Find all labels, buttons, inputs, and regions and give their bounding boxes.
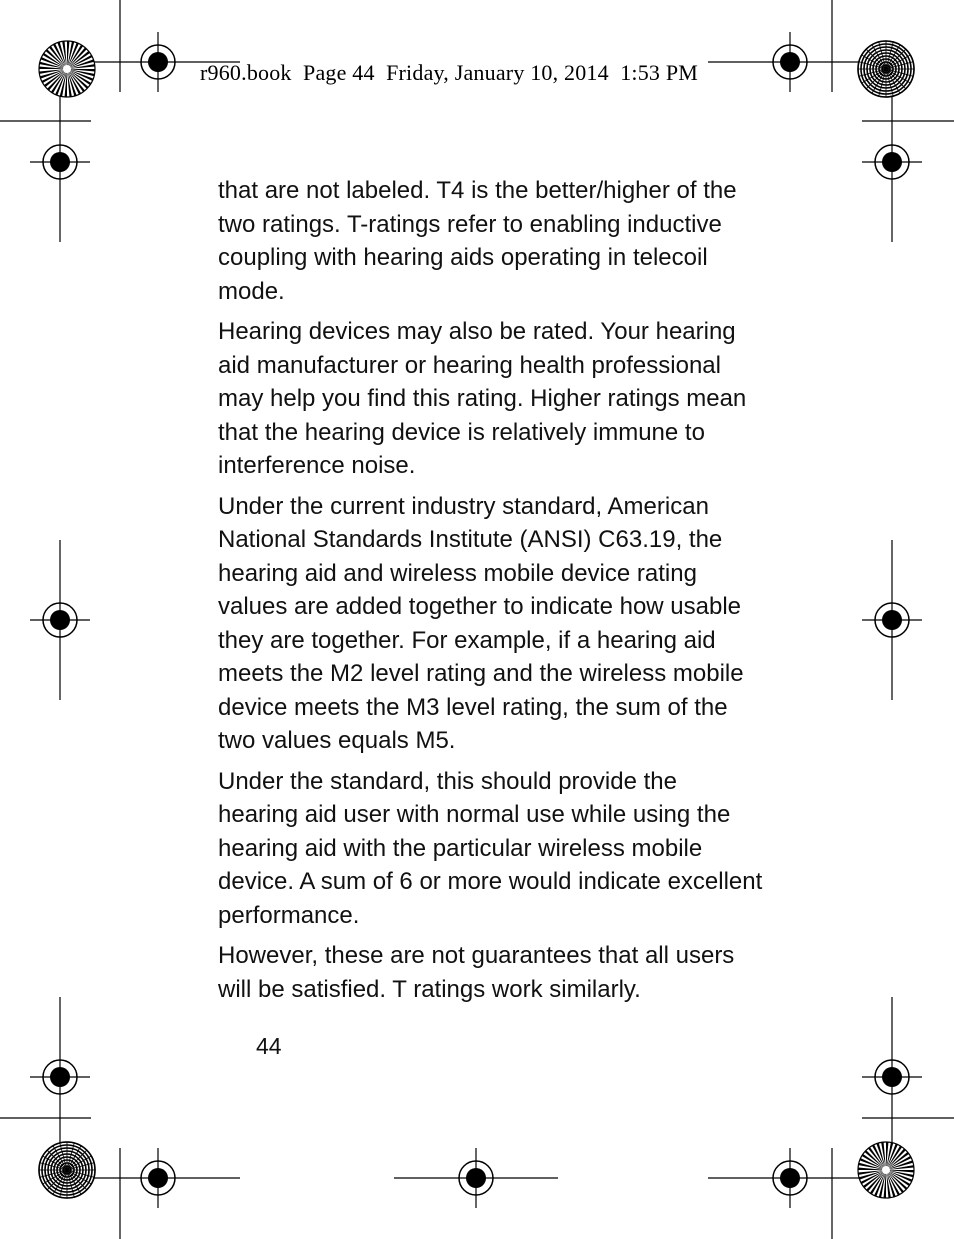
registration-crosshair-icon (708, 32, 872, 92)
page-number: 44 (256, 1033, 282, 1059)
registration-crosshair-icon (862, 82, 922, 242)
paragraph-standard-use: Under the standard, this should provide the hearing aid user with normal use while using the hearing aid with the particular wireless mobile device. A sum of 6 or more would indicate excellent performance. (218, 767, 763, 929)
registration-crosshair-icon (862, 997, 922, 1157)
registration-crosshair-icon (394, 1148, 558, 1208)
paragraph-ansi-standard: Under the current industry standard, American National Standards Institute (ANSI) C63.19, the hearing aid and wireless mobile device rating values are added together to indicate how usable they are together. For example, if a hearing aid meets the M2 level rating and the wireless mobile device meets the M3 level rating, the sum of the two values equals M5. (218, 492, 744, 754)
body-text (218, 174, 763, 1013)
registration-crosshair-icon (30, 997, 90, 1157)
starburst-rosette-icon (858, 1142, 914, 1198)
registration-crosshair-icon (76, 1148, 240, 1208)
paragraph-telecoil: that are not labeled. T4 is the better/higher of the two ratings. T-ratings refer to enabling inductive coupling with hearing aids operating in telecoil mode. (218, 177, 737, 305)
registration-crosshair-icon (708, 1148, 872, 1208)
starburst-rosette-icon (858, 41, 914, 97)
starburst-rosette-icon (39, 41, 95, 97)
book-slug-header: r960.book Page 44 Friday, January 10, 2014 1:53 PM (200, 60, 699, 85)
registration-crosshair-icon (862, 540, 922, 700)
paragraph-guarantees: However, these are not guarantees that all users will be satisfied. T ratings work similarly. (218, 942, 735, 1003)
starburst-rosette-icon (39, 1142, 95, 1198)
registration-crosshair-icon (30, 82, 90, 242)
paragraph-hearing-devices: Hearing devices may also be rated. Your hearing aid manufacturer or hearing health professional may help you find this rating. Higher ratings mean that the hearing device is relatively immune to interference noise. (218, 318, 747, 479)
registration-crosshair-icon (30, 540, 90, 700)
